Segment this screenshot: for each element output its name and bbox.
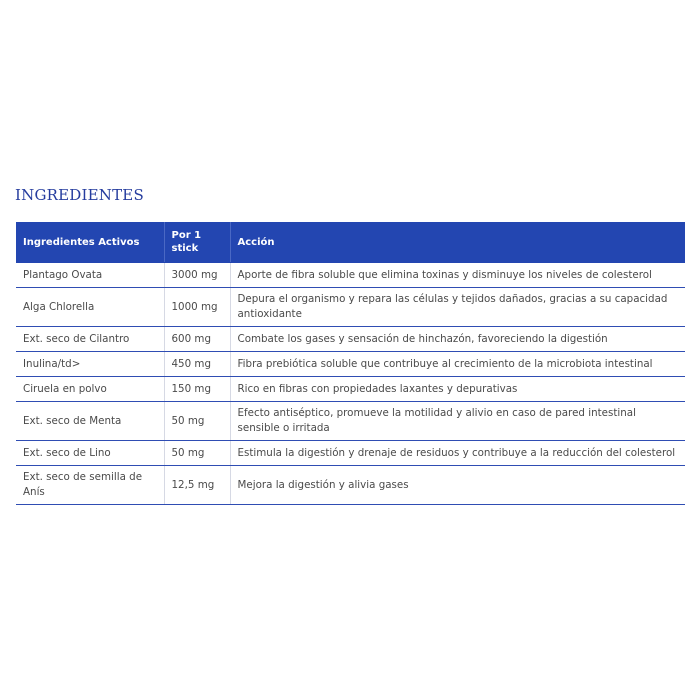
ingredient-amount: 3000 mg (164, 263, 230, 288)
table-header-row (16, 222, 685, 263)
table-row (16, 441, 685, 466)
ingredient-amount: 150 mg (164, 377, 230, 402)
header-amount: Por 1 stick (164, 222, 230, 263)
header-action: Acción (230, 222, 685, 263)
table-row (16, 327, 685, 352)
ingredient-name: Ext. seco de Lino (16, 441, 164, 466)
table-row (16, 377, 685, 402)
ingredient-action: Fibra prebiótica soluble que contribuye al crecimiento de la microbiota intestinal (230, 352, 685, 377)
header-ingredients: Ingredientes Activos (16, 222, 164, 263)
ingredient-amount: 50 mg (164, 441, 230, 466)
ingredient-action: Combate los gases y sensación de hinchazón, favoreciendo la digestión (230, 327, 685, 352)
ingredient-amount: 12,5 mg (164, 466, 230, 505)
ingredient-action: Estimula la digestión y drenaje de residuos y contribuye a la reducción del colesterol (230, 441, 685, 466)
ingredient-amount: 450 mg (164, 352, 230, 377)
table-row (16, 263, 685, 288)
ingredient-amount: 50 mg (164, 402, 230, 441)
table-row (16, 288, 685, 327)
ingredient-action: Depura el organismo y repara las células y tejidos dañados, gracias a su capacidad antioxidante (230, 288, 685, 327)
table-row (16, 402, 685, 441)
ingredient-amount: 600 mg (164, 327, 230, 352)
table-row (16, 466, 685, 505)
ingredient-name: Ext. seco de semilla de Anís (16, 466, 164, 505)
ingredient-name: Ciruela en polvo (16, 377, 164, 402)
section-title: INGREDIENTES (15, 186, 144, 204)
table-row (16, 352, 685, 377)
ingredient-action: Aporte de fibra soluble que elimina toxinas y disminuye los niveles de colesterol (230, 263, 685, 288)
ingredient-name: Plantago Ovata (16, 263, 164, 288)
ingredient-name: Ext. seco de Menta (16, 402, 164, 441)
ingredient-name: Alga Chlorella (16, 288, 164, 327)
ingredient-name: Ext. seco de Cilantro (16, 327, 164, 352)
ingredients-table (16, 222, 685, 505)
ingredient-name: Inulina/td> (16, 352, 164, 377)
ingredient-action: Mejora la digestión y alivia gases (230, 466, 685, 505)
ingredient-action: Rico en fibras con propiedades laxantes y depurativas (230, 377, 685, 402)
ingredient-action: Efecto antiséptico, promueve la motilidad y alivio en caso de pared intestinal sensible o irritada (230, 402, 685, 441)
ingredient-amount: 1000 mg (164, 288, 230, 327)
